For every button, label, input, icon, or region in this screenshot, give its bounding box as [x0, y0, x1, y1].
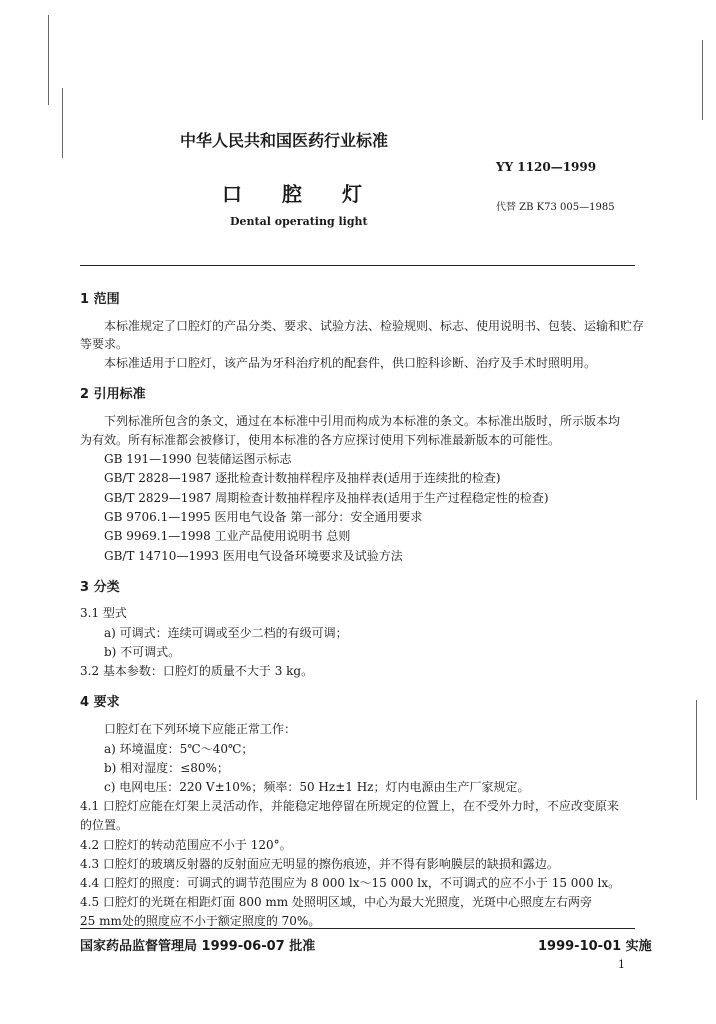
clause-3-1: 3.1 型式 — [80, 606, 127, 620]
paragraph: 的位置。 — [80, 818, 129, 832]
replaces-note: 代替 ZB K73 005—1985 — [496, 202, 615, 213]
list-item: b) 相对湿度：≤80%； — [104, 761, 229, 775]
header-divider — [80, 265, 635, 266]
list-item: c) 电网电压：220 V±10%；频率：50 Hz±1 Hz；灯内电源由生产厂家规定。 — [104, 780, 530, 794]
clause-4-1: 4.1 口腔灯应能在灯架上灵活动作，并能稳定地停留在所规定的位置上，在不受外力时，不应改变原来 — [80, 799, 619, 813]
section-2-heading: 2 引用标准 — [80, 387, 146, 402]
paragraph: 25 mm处的照度应不小于额定照度的 70%。 — [80, 914, 321, 928]
paragraph: 口腔灯在下列环境下应能正常工作： — [104, 722, 297, 736]
list-item: a) 环境温度：5℃～40℃； — [104, 742, 254, 756]
list-item: a) 可调式：连续可调或至少二档的有级可调； — [104, 626, 348, 640]
clause-4-3: 4.3 口腔灯的玻璃反射器的反射面应无明显的擦伤痕迹，并不得有影响膜层的缺损和露边。 — [80, 857, 559, 871]
standard-code: YY 1120—1999 — [496, 160, 597, 174]
section-1-heading: 1 范围 — [80, 292, 120, 307]
list-item: b) 不可调式。 — [104, 645, 181, 659]
paragraph: 为有效。所有标准都会被修订，使用本标准的各方应探讨使用下列标准最新版本的可能性。 — [80, 433, 561, 447]
implementation-date: 1999-10-01 实施 — [538, 939, 652, 954]
scan-edge-mark — [62, 88, 63, 158]
paragraph: 本标准规定了口腔灯的产品分类、要求、试验方法、检验规则、标志、使用说明书、包装、运输和贮存 — [104, 319, 645, 333]
scan-edge-mark — [696, 700, 697, 800]
issuing-organization: 中华人民共和国医药行业标准 — [180, 131, 389, 150]
reference-item: GB 9969.1—1998 工业产品使用说明书 总则 — [104, 529, 351, 543]
reference-item: GB/T 14710—1993 医用电气设备环境要求及试验方法 — [104, 549, 403, 563]
section-4-heading: 4 要求 — [80, 695, 120, 710]
english-title: Dental operating light — [230, 215, 368, 228]
page-number: 1 — [618, 958, 625, 971]
clause-3-2: 3.2 基本参数：口腔灯的质量不大于 3 kg。 — [80, 664, 314, 678]
document-title: 口腔灯 — [222, 182, 402, 206]
clause-4-2: 4.2 口腔灯的转动范围应不小于 120°。 — [80, 838, 292, 852]
reference-item: GB/T 2828—1987 逐批检查计数抽样程序及抽样表(适用于连续批的检查) — [104, 471, 501, 485]
clause-4-4: 4.4 口腔灯的照度：可调式的调节范围应为 8 000 lx～15 000 lx，不可调式的应不小于 15 000 lx。 — [80, 876, 621, 890]
section-3-heading: 3 分类 — [80, 580, 120, 595]
reference-item: GB 9706.1—1995 医用电气设备 第一部分：安全通用要求 — [104, 510, 423, 524]
reference-item: GB 191—1990 包装储运图示标志 — [104, 452, 292, 466]
footer-divider — [80, 928, 635, 929]
scan-edge-mark — [48, 15, 49, 105]
paragraph: 下列标准所包含的条文，通过在本标准中引用而构成为本标准的条文。本标准出版时，所示版本均 — [104, 414, 621, 428]
scan-edge-mark — [702, 40, 703, 120]
clause-4-5: 4.5 口腔灯的光斑在相距灯面 800 mm 处照明区域，中心为最大光照度，光斑中心照度左右两旁 — [80, 895, 593, 909]
reference-item: GB/T 2829—1987 周期检查计数抽样程序及抽样表(适用于生产过程稳定性的检查) — [104, 491, 549, 505]
approval-date: 国家药品监督管理局 1999-06-07 批准 — [80, 939, 316, 954]
paragraph: 等要求。 — [80, 337, 129, 351]
paragraph: 本标准适用于口腔灯，该产品为牙科治疗机的配套件，供口腔科诊断、治疗及手术时照明用。 — [104, 356, 597, 370]
